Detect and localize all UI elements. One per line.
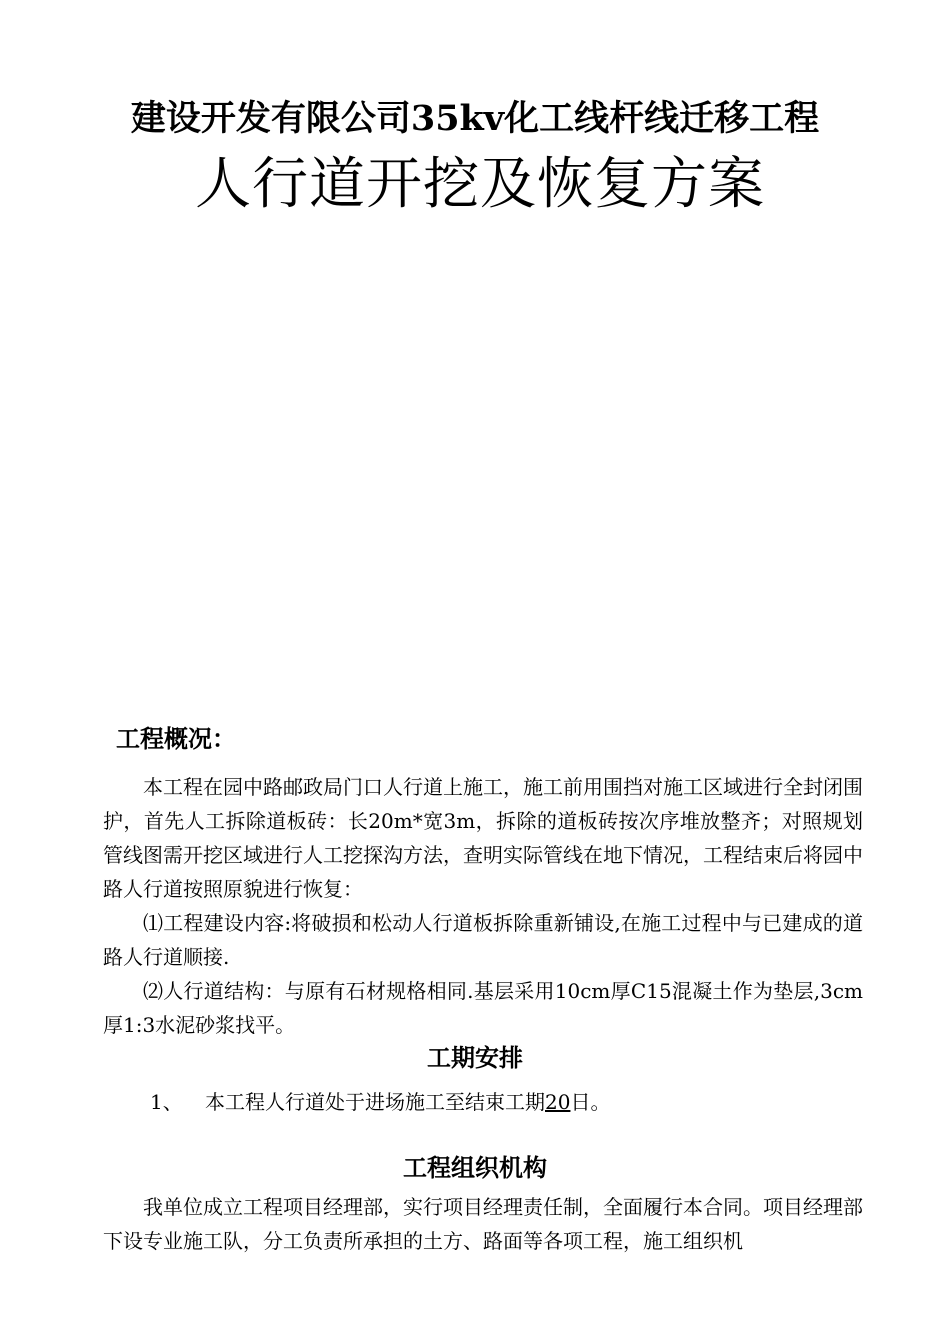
schedule-item-suffix: 日。 [570, 1090, 611, 1114]
schedule-days: 20 [545, 1090, 571, 1114]
overview-heading: 工程概况： [116, 725, 236, 753]
schedule-item-number: 1、 [150, 1090, 183, 1114]
schedule-item [150, 1085, 610, 1119]
document-title-line1: 建设开发有限公司35kv化工线杆线迁移工程 [130, 98, 820, 139]
organization-heading: 工程组织机构 [403, 1154, 547, 1182]
schedule-item-text: 本工程人行道处于进场施工至结束工期 [205, 1090, 545, 1114]
overview-paragraph: 本工程在园中路邮政局门口人行道上施工，施工前用围挡对施工区域进行全封闭围护，首先人工拆除道板砖：长20m*宽3m，拆除的道板砖按次序堆放整齐；对照规划管线图需开挖区域进行人工挖探沟方法，查明实际管线在地下情况，工程结束后将园中路人行道按照原貌进行恢复： [103, 775, 863, 901]
organization-paragraph: 我单位成立工程项目经理部，实行项目经理责任制，全面履行本合同。项目经理部下设专业施工队，分工负责所承担的土方、路面等各项工程，施工组织机 [103, 1195, 863, 1253]
overview-item-1: ⑴工程建设内容:将破损和松动人行道板拆除重新铺设,在施工过程中与已建成的道路人行道顺接. [103, 911, 863, 969]
document-title-line2: 人行道开挖及恢复方案 [195, 152, 765, 217]
schedule-heading: 工期安排 [427, 1044, 523, 1072]
overview-item-2: ⑵人行道结构：与原有石材规格相同.基层采用10cm厚C15混凝土作为垫层,3cm厚1:3水泥砂浆找平。 [103, 979, 863, 1037]
